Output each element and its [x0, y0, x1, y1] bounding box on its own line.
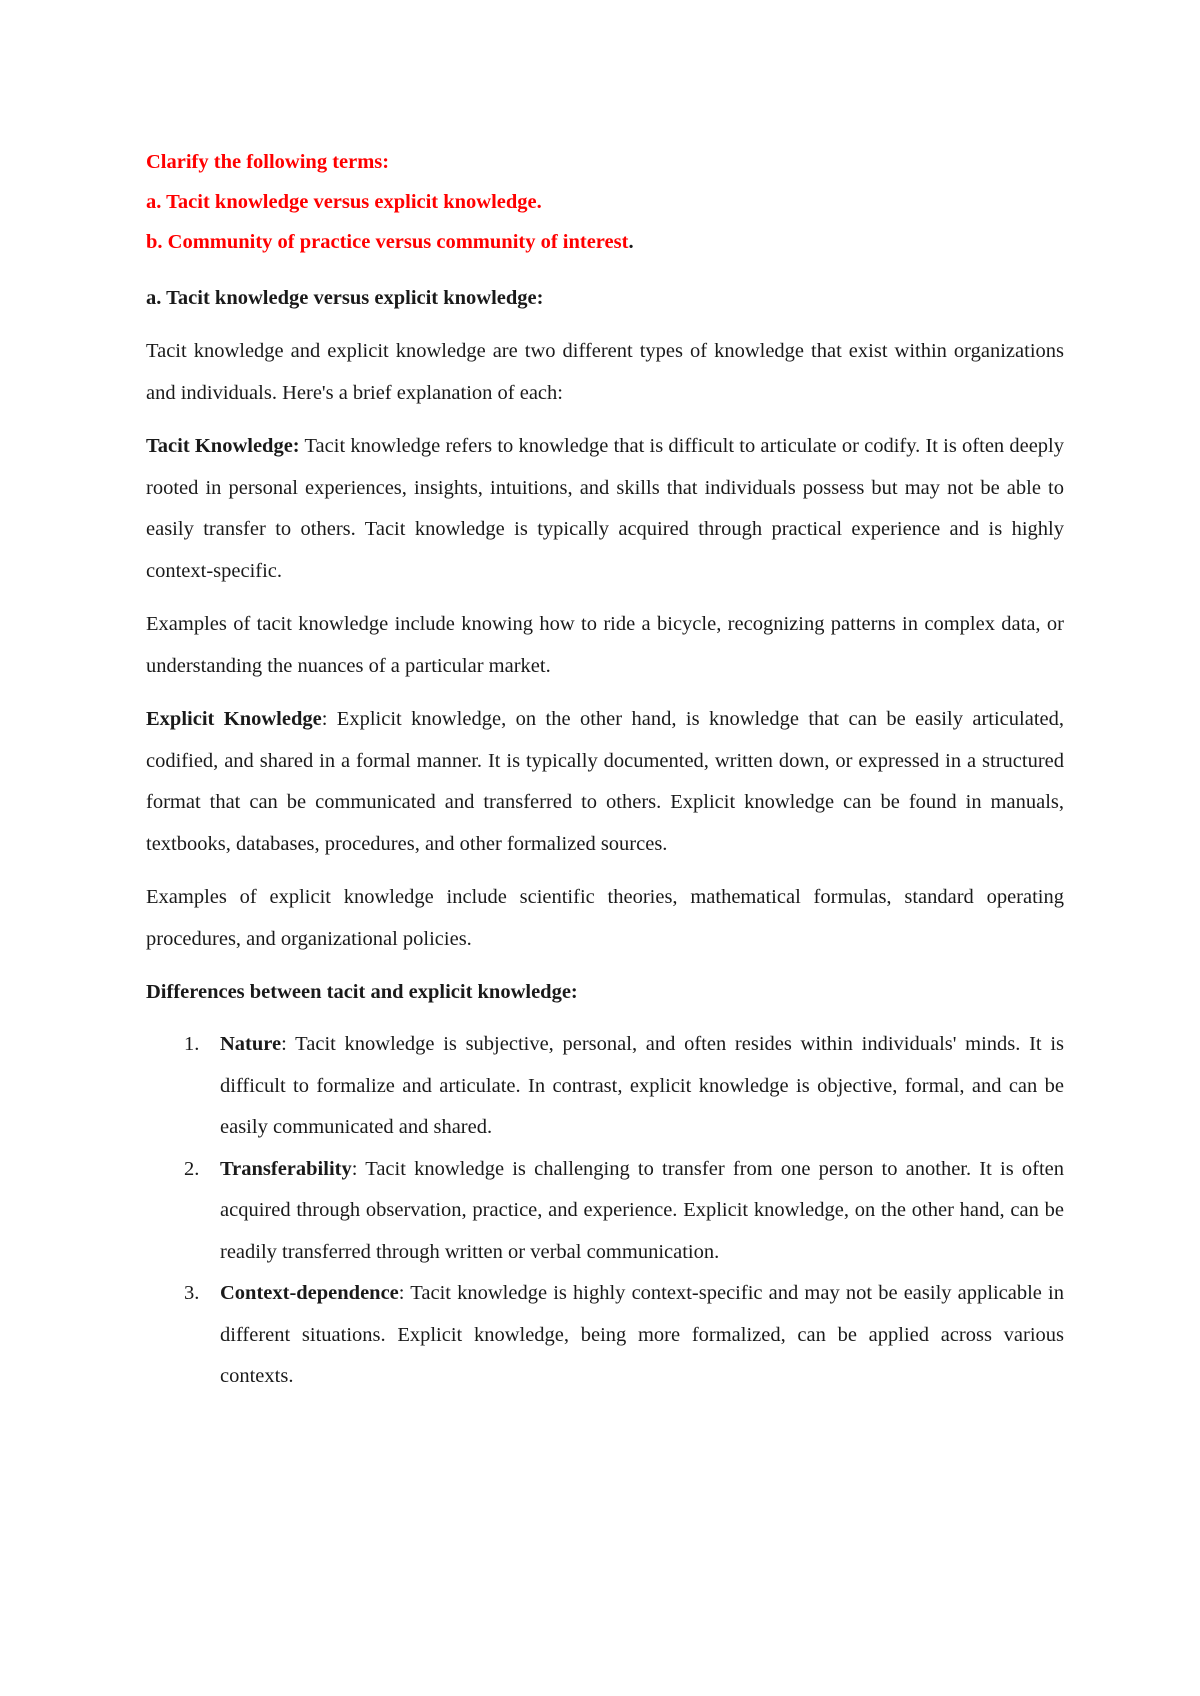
list-item-text: : Tacit knowledge is highly context-specific and may not be easily applicable in different situations. Explicit knowledge, being more formalized, can be applied across various contexts. — [220, 1282, 1064, 1387]
differences-list-item — [146, 1024, 1064, 1149]
explicit-knowledge-label: Explicit Knowledge — [146, 708, 322, 730]
differences-list-item — [146, 1273, 1064, 1398]
tacit-knowledge-text: Tacit knowledge refers to knowledge that is difficult to articulate or codify. It is often deeply rooted in personal experiences, insights, intuitions, and skills that individuals possess but may not be able to easily transfer to others. Tacit knowledge is typically acquired through practical experience and is highly context-specific. — [146, 435, 1064, 582]
list-item-text: : Tacit knowledge is subjective, personal, and often resides within individuals' minds. It is difficult to formalize and articulate. In contrast, explicit knowledge is objective, formal, and can be easily communicated and shared. — [220, 1033, 1064, 1138]
list-item-label: Context-dependence — [220, 1282, 399, 1304]
document-page — [146, 142, 1064, 1398]
list-item-label: Nature — [220, 1033, 282, 1055]
prompt-item-b — [146, 222, 1064, 262]
explicit-knowledge-paragraph — [146, 699, 1064, 865]
tacit-knowledge-paragraph — [146, 426, 1064, 592]
list-item-text: : Tacit knowledge is challenging to transfer from one person to another. It is often acquired through observation, practice, and experience. Explicit knowledge, on the other hand, can be readily transferred through written or verbal communication. — [220, 1157, 1064, 1263]
prompt-item-b-period: . — [628, 231, 634, 253]
prompt-item-a: a. Tacit knowledge versus explicit knowledge. — [146, 191, 542, 213]
explicit-examples-paragraph: Examples of explicit knowledge include scientific theories, mathematical formulas, standard operating procedures, and organizational policies. — [146, 886, 1064, 950]
section-a-intro: Tacit knowledge and explicit knowledge are two different types of knowledge that exist within organizations and individuals. Here's a brief explanation of each: — [146, 340, 1064, 404]
tacit-knowledge-label: Tacit Knowledge: — [146, 435, 300, 457]
prompt-title: Clarify the following terms: — [146, 151, 390, 173]
differences-list-item — [146, 1149, 1064, 1274]
prompt-item-b-text: b. Community of practice versus community of interest — [146, 231, 629, 253]
differences-list — [146, 1024, 1064, 1398]
section-a-heading: a. Tacit knowledge versus explicit knowledge: — [146, 287, 544, 309]
list-item-number: 3. — [184, 1282, 200, 1304]
tacit-examples-paragraph: Examples of tacit knowledge include knowing how to ride a bicycle, recognizing patterns in complex data, or understanding the nuances of a particular market. — [146, 613, 1064, 677]
differences-heading: Differences between tacit and explicit knowledge: — [146, 981, 578, 1003]
list-item-number: 1. — [184, 1033, 200, 1055]
explicit-knowledge-text: : Explicit knowledge, on the other hand, is knowledge that can be easily articulated, codified, and shared in a formal manner. It is typically documented, written down, or expressed in a structured format that can be communicated and transferred to others. Explicit knowledge can be found in manuals, textbooks, databases, procedures, and other formalized sources. — [146, 708, 1064, 855]
list-item-label: Transferability — [220, 1157, 352, 1180]
list-item-number: 2. — [184, 1157, 200, 1180]
